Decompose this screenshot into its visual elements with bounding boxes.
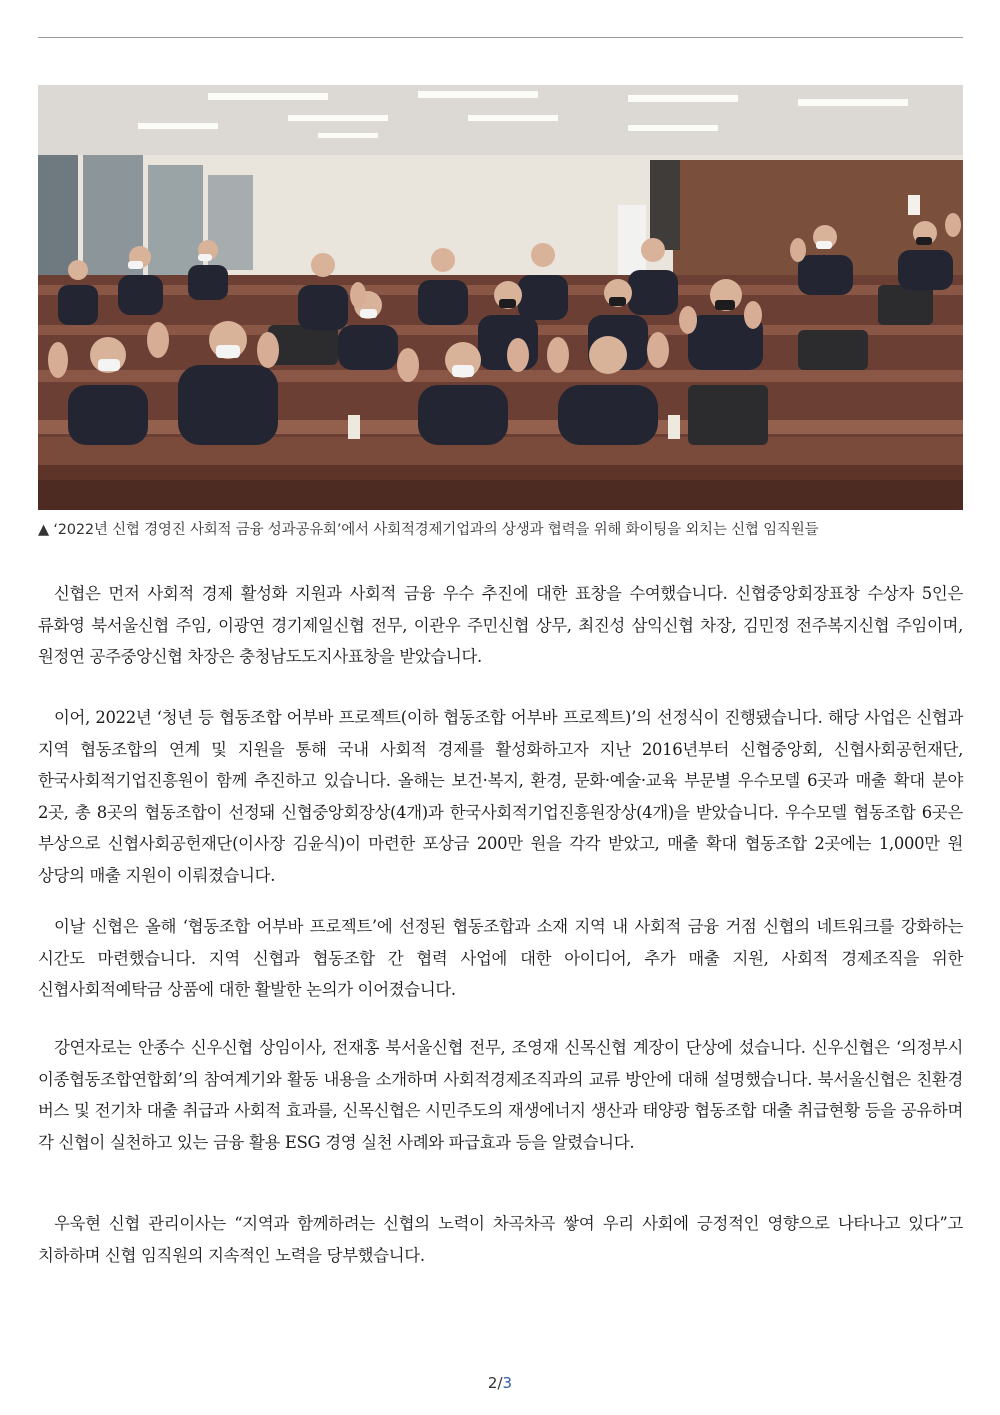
paragraph-speakers: 강연자로는 안종수 신우신협 상임이사, 전재홍 북서울신협 전무, 조영재 신목신협 계장이 단상에 섰습니다. 신우신협은 ‘의정부시 이종협동조합연합회’의 참여계기와 활동 내용을 소개하며 사회적경제조직과의 교류 방안에 대해 설명했습니다. 북서울신협은 친환경 버스 및 전기차 대출 취급과 사회적 효과를, 신목신협은 시민주도의 재생에너지 생산과 태양광 협동조합 대출 취급현황 등을 공유하며 각 신협이 실천하고 있는 금융 활용 ESG 경영 실천 사례와 파급효과 등을 알렸습니다. [38,1038,963,1152]
photo-caption: ▲ ‘2022년 신협 경영진 사회적 금융 성과공유회’에서 사회적경제기업과의 상생과 협력을 위해 화이팅을 외치는 신협 임직원들 [38,522,819,538]
page-total: 3 [502,1374,513,1392]
paragraph-closing-remarks: 우욱현 신협 관리이사는 “지역과 함께하려는 신협의 노력이 차곡차곡 쌓여 우리 사회에 긍정적인 영향으로 나타나고 있다”고 치하하며 신협 임직원의 지속적인 노력을 당부했습니다. [38,1214,963,1265]
paragraph-network: 이날 신협은 올해 ‘협동조합 어부바 프로젝트’에 선정된 협동조합과 소재 지역 내 사회적 금융 거점 신협의 네트워크를 강화하는 시간도 마련했습니다. 지역 신협과 협동조합 간 협력 사업에 대한 아이디어, 추가 매출 지원, 사회적 경제조직을 위한 신협사회적예탁금 상품에 대한 활발한 논의가 이어졌습니다. [38,917,963,999]
event-photo [38,85,963,510]
paragraph-awards: 신협은 먼저 사회적 경제 활성화 지원과 사회적 금융 우수 추진에 대한 표창을 수여했습니다. 신협중앙회장표창 수상자 5인은 류화영 북서울신협 주임, 이광연 경기제일신협 전무, 이관우 주민신협 상무, 최진성 삼익신협 차장, 김민정 전주복지신협 주임이며, 원정연 공주중앙신협 차장은 충청남도도지사표창을 받았습니다. [38,584,963,666]
paragraph-project-selection: 이어, 2022년 ‘청년 등 협동조합 어부바 프로젝트(이하 협동조합 어부바 프로젝트)’의 선정식이 진행됐습니다. 해당 사업은 신협과 지역 협동조합의 연계 및 지원을 통해 국내 사회적 경제를 활성화하고자 지난 2016년부터 신협중앙회, 신협사회공헌재단, 한국사회적기업진흥원이 함께 추진하고 있습니다. 올해는 보건·복지, 환경, 문화·예술·교육 부문별 우수모델 6곳과 매출 확대 분야 2곳, 총 8곳의 협동조합이 선정돼 신협중앙회장상(4개)과 한국사회적기업진흥원장상(4개)을 받았습니다. 우수모델 협동조합 6곳은 부상으로 신협사회공헌재단(이사장 김윤식)이 마련한 포상금 200만 원을 각각 받았고, 매출 확대 협동조합 2곳에는 1,000만 원 상당의 매출 지원이 이뤄졌습니다. [38,708,963,885]
page-current: 2/ [487,1374,503,1392]
top-divider [38,37,963,38]
page-number [0,1374,1000,1392]
